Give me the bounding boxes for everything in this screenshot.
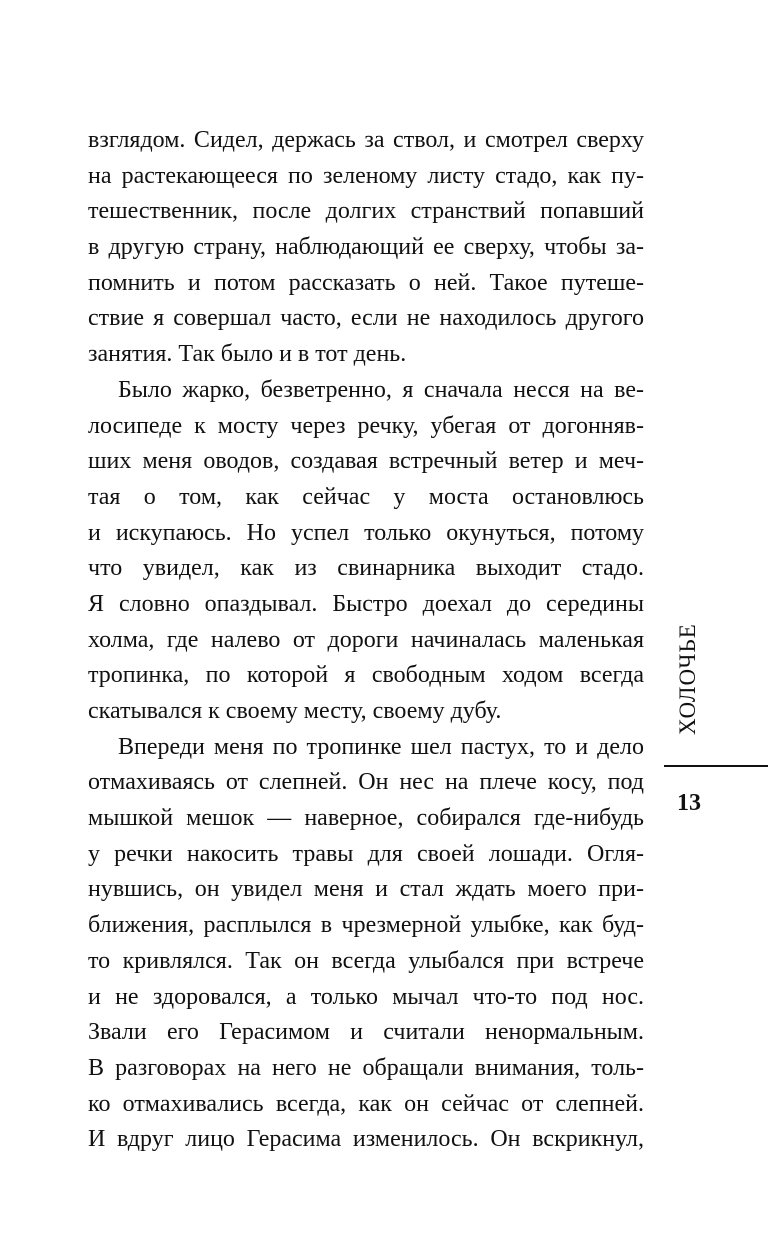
text-line: у речки накосить травы для своей лошади. Огля- xyxy=(88,840,644,867)
text-line: лосипеде к мосту через речку, убегая от догонняв- xyxy=(88,412,644,439)
text-line: в другую страну, наблюдающий ее сверху, чтобы за- xyxy=(88,234,644,261)
page-number: 13 xyxy=(677,790,701,816)
text-line: мышкой мешок — наверное, собирался где-нибудь xyxy=(88,805,644,832)
text-line: то кривлялся. Так он всегда улыбался при встрече xyxy=(88,947,644,974)
text-line: скатывался к своему месту, своему дубу. xyxy=(88,698,502,724)
text-line: Звали его Герасимом и считали ненормальным. xyxy=(88,1019,644,1046)
text-line: тая о том, как сейчас у моста остановлюсь xyxy=(88,483,644,510)
body-text xyxy=(88,123,644,1158)
divider-rule xyxy=(664,765,768,767)
text-line: взглядом. Сидел, держась за ствол, и смотрел сверху xyxy=(88,127,644,153)
text-line: отмахиваясь от слепней. Он нес на плече косу, под xyxy=(88,769,644,796)
text-line: ших меня оводов, создавая встречный ветер и меч- xyxy=(88,448,644,475)
text-line: ко отмахивались всегда, как он сейчас от слепней. xyxy=(88,1090,644,1117)
text-line: помнить и потом рассказать о ней. Такое путеше- xyxy=(88,269,644,296)
text-line: ствие я совершал часто, если не находилось другого xyxy=(88,305,644,332)
text-line: что увидел, как из свинарника выходит стадо. xyxy=(88,555,644,582)
text-line: ближения, расплылся в чрезмерной улыбке, как буд- xyxy=(88,912,644,939)
text-line: нувшись, он увидел меня и стал ждать моего при- xyxy=(88,876,644,903)
text-line: И вдруг лицо Герасима изменилось. Он вскрикнул, xyxy=(88,1126,644,1153)
text-line: Впереди меня по тропинке шел пастух, то и дело xyxy=(118,733,644,760)
running-title: ХОЛОЧЬЕ xyxy=(675,623,700,735)
text-line: холма, где налево от дороги начиналась маленькая xyxy=(88,626,644,653)
text-line: В разговорах на него не обращали внимания, толь- xyxy=(88,1054,644,1081)
text-line: и не здоровался, а только мычал что-то под нос. xyxy=(88,983,644,1010)
text-line: тропинка, по которой я свободным ходом всегда xyxy=(88,662,644,689)
text-line: на растекающееся по зеленому листу стадо, как пу- xyxy=(88,162,644,189)
text-line: и искупаюсь. Но успел только окунуться, потому xyxy=(88,519,644,546)
text-line: тешественник, после долгих странствий попавший xyxy=(88,198,644,225)
text-line: Было жарко, безветренно, я сначала несся на ве- xyxy=(118,376,644,403)
text-line: Я словно опаздывал. Быстро доехал до середины xyxy=(88,590,644,617)
text-line: занятия. Так было и в тот день. xyxy=(88,341,407,368)
